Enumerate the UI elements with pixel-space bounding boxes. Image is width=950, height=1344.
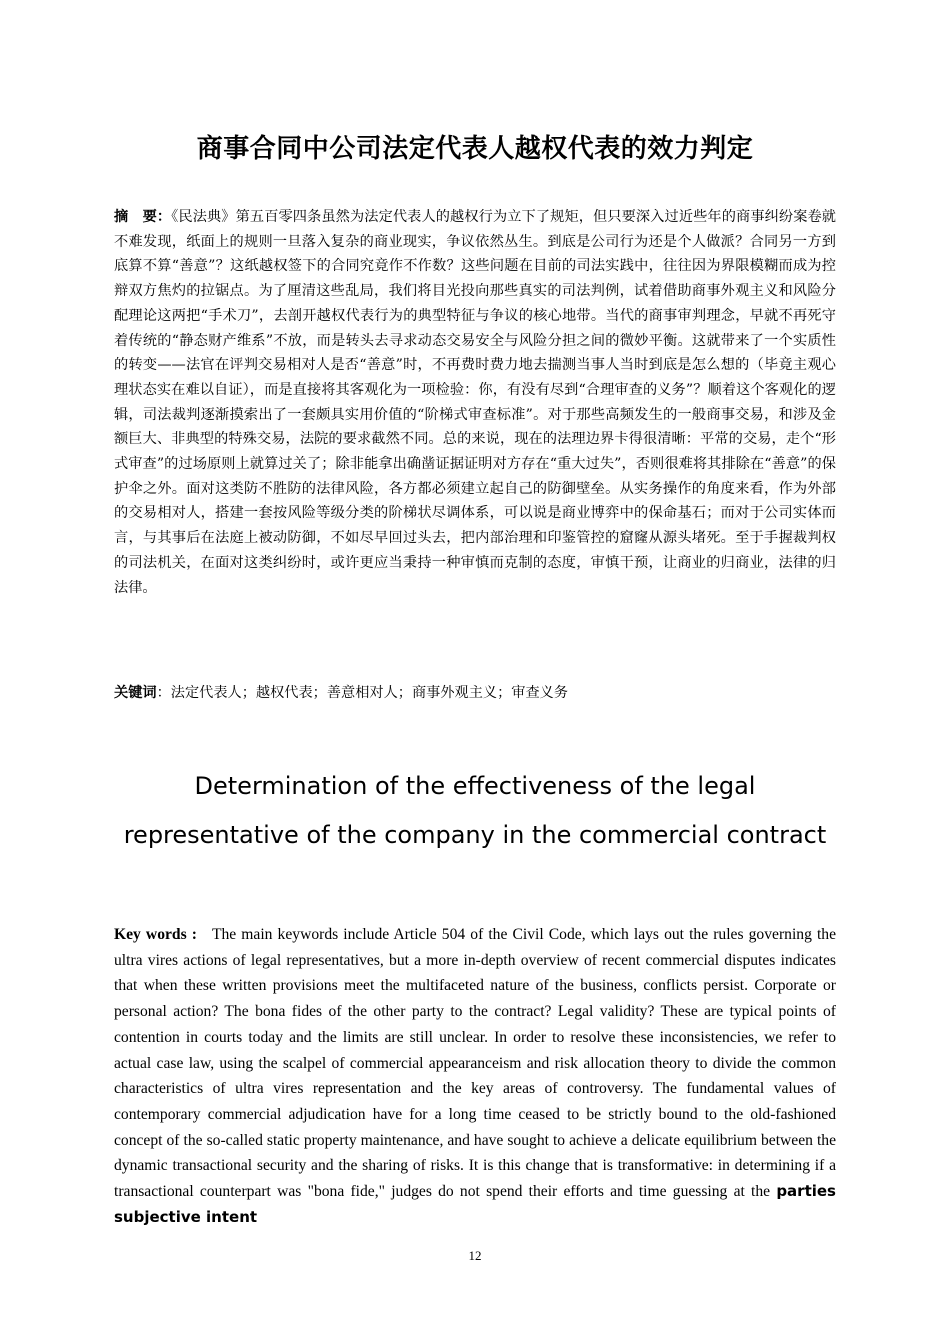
abstract-english-tail: parties subjective intent <box>114 1182 836 1226</box>
page-title-english <box>80 762 870 860</box>
title-english-line-2: representative of the company in the commercial contract <box>123 821 827 849</box>
page-title-chinese: 商事合同中公司法定代表人越权代表的效力判定 <box>196 134 754 164</box>
abstract-english <box>114 922 836 1230</box>
keywords-separator: ： <box>156 685 171 701</box>
abstract-english-label: Key words : <box>114 926 197 943</box>
abstract-label: 摘 要： <box>114 209 172 225</box>
abstract-english-body: The main keywords include Article 504 of the Civil Code, which lays out the rules governing the ultra vires actions of legal representatives, but a more in-depth overview of recent commercial disputes indicates that when these written provisions meet the multifaceted nature of the business, conflicts persist. Corporate or personal action? The bona fides of the other party to the contract? Legal validity? These are typical points of contention in courts today and the limits are still unclear. In order to resolve these inconsistencies, we refer to actual case law, using the scalpel of commercial appearanceism and risk allocation theory to divide the common characteristics of ultra vires representation and the key areas of controversy. The fundamental values of contemporary commercial adjudication have for a long time ceased to be strictly bound to the old-fashioned concept of the so-called static property maintenance, and have sought to achieve a delicate equilibrium between the dynamic transactional security and the sharing of risks. It is this change that is transformative: in determining if a transactional counterpart was "bona fide," judges do not spend their efforts and time guessing at the <box>114 926 837 1201</box>
abstract-chinese <box>114 205 836 600</box>
keywords-chinese <box>114 681 836 705</box>
keywords-label: 关键词 <box>114 685 157 701</box>
page-number: 12 <box>468 1248 482 1263</box>
keywords-list: 法定代表人；越权代表；善意相对人；商事外观主义；审查义务 <box>170 685 569 701</box>
title-english-line-1: Determination of the effectiveness of the legal <box>194 772 756 800</box>
abstract-body: 《民法典》第五百零四条虽然为法定代表人的越权行为立下了规矩，但只要深入过近些年的商事纠纷案卷就不难发现，纸面上的规则一旦落入复杂的商业现实，争议依然丛生。到底是公司行为还是个人做派？合同另一方到底算不算“善意”？这纸越权签下的合同究竟作不作数？这些问题在目前的司法实践中，往往因为界限模糊而成为控辩双方焦灼的拉锯点。为了厘清这些乱局，我们将目光投向那些真实的司法判例，试着借助商事外观主义和风险分配理论这两把“手术刀”，去剖开越权代表行为的典型特征与争议的核心地带。当代的商事审判理念，早就不再死守着传统的“静态财产维系”不放，而是转头去寻求动态交易安全与风险分担之间的微妙平衡。这就带来了一个实质性的转变——法官在评判交易相对人是否“善意”时，不再费时费力地去揣测当事人当时到底是怎么想的（毕竟主观心理状态实在难以自证），而是直接将其客观化为一项检验：你，有没有尽到“合理审查的义务”？顺着这个客观化的逻辑，司法裁判逐渐摸索出了一套颇具实用价值的“阶梯式审查标准”。对于那些高频发生的一般商事交易，和涉及金额巨大、非典型的特殊交易，法院的要求截然不同。总的来说，现在的法理边界卡得很清晰：平常的交易，走个“形式审查”的过场原则上就算过关了；除非能拿出确凿证据证明对方存在“重大过失”，否则很难将其排除在“善意”的保护伞之外。面对这类防不胜防的法律风险，各方都必须建立起自己的防御壁垒。从实务操作的角度来看，作为外部的交易相对人，搭建一套按风险等级分类的阶梯状尽调体系，可以说是商业博弈中的保命基石；而对于公司实体而言，与其事后在法庭上被动防御，不如尽早回过头去，把内部治理和印鉴管控的窟窿从源头堵死。至于手握裁判权的司法机关，在面对这类纠纷时，或许更应当秉持一种审慎而克制的态度，审慎干预，让商业的归商业，法律的归法律。 <box>114 209 836 596</box>
